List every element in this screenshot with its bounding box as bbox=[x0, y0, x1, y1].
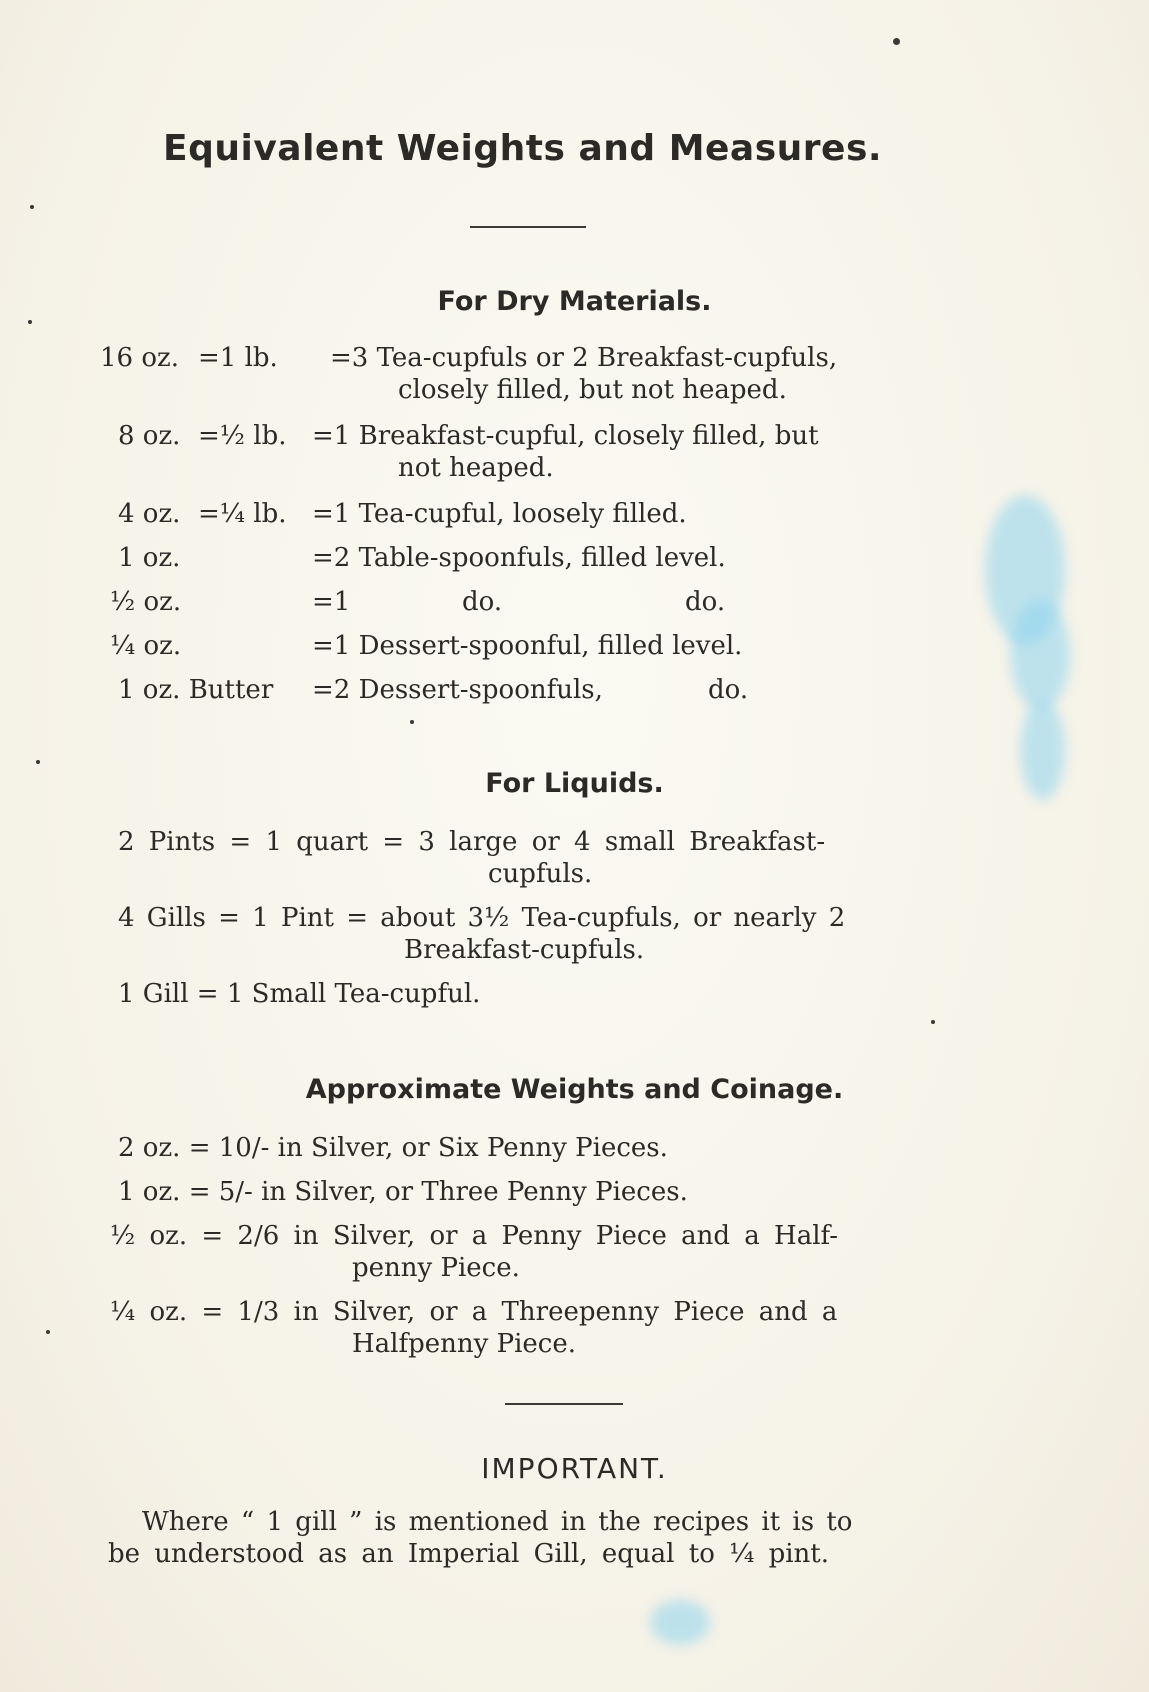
ink-speck bbox=[893, 38, 900, 45]
coinage-heading: Approximate Weights and Coinage. bbox=[305, 1074, 844, 1105]
page-title: Equivalent Weights and Measures. bbox=[163, 128, 883, 169]
dry-weight: =1 lb. bbox=[198, 343, 278, 373]
dry-equivalent: =3 Tea-cupfuls or 2 Breakfast-cupfuls, bbox=[330, 343, 838, 373]
liquid-row: 1 Gill = 1 Small Tea-cupful. bbox=[118, 979, 481, 1009]
dry-ditto: do. bbox=[462, 587, 503, 617]
dry-continuation: not heaped. bbox=[398, 453, 554, 483]
ink-speck bbox=[30, 205, 34, 209]
dry-equivalent: =2 Dessert-spoonfuls, bbox=[312, 675, 603, 705]
coinage-row: 2 oz. = 10/- in Silver, or Six Penny Pieces. bbox=[118, 1133, 668, 1163]
dry-equivalent: =1 Breakfast-cupful, closely filled, but bbox=[312, 421, 819, 451]
liquid-continuation: Breakfast-cupfuls. bbox=[404, 935, 645, 965]
dry-ditto: do. bbox=[685, 587, 726, 617]
liquid-row: 2 Pints = 1 quart = 3 large or 4 small Breakfast- bbox=[118, 827, 826, 857]
coinage-row: 1 oz. = 5/- in Silver, or Three Penny Pieces. bbox=[118, 1177, 688, 1207]
ink-speck bbox=[931, 1020, 935, 1024]
important-heading: IMPORTANT. bbox=[481, 1452, 668, 1485]
title-divider bbox=[470, 226, 586, 228]
ink-speck bbox=[28, 320, 32, 324]
dry-amount: 4 oz. bbox=[118, 499, 181, 529]
dry-equivalent: =2 Table-spoonfuls, filled level. bbox=[312, 543, 726, 573]
important-divider bbox=[505, 1403, 623, 1405]
dry-materials-heading: For Dry Materials. bbox=[437, 286, 712, 317]
dry-continuation: closely filled, but not heaped. bbox=[398, 375, 787, 405]
important-line-2: be understood as an Imperial Gill, equal to ¼ pint. bbox=[108, 1539, 829, 1569]
dry-equivalent: =1 bbox=[312, 587, 351, 617]
liquid-row: 4 Gills = 1 Pint = about 3½ Tea-cupfuls, or nearly 2 bbox=[118, 903, 846, 933]
dry-weight: =½ lb. bbox=[198, 421, 287, 451]
dry-amount: ½ oz. bbox=[110, 587, 182, 617]
ink-speck bbox=[36, 760, 40, 764]
dry-equivalent: =1 Tea-cupful, loosely filled. bbox=[312, 499, 687, 529]
blue-stain bbox=[650, 1600, 710, 1645]
dry-amount: 1 oz. Butter bbox=[118, 675, 274, 705]
dry-amount: 16 oz. bbox=[100, 343, 179, 373]
dry-amount: ¼ oz. bbox=[110, 631, 182, 661]
coinage-continuation: Halfpenny Piece. bbox=[352, 1329, 576, 1359]
liquids-heading: For Liquids. bbox=[485, 768, 664, 799]
coinage-row: ¼ oz. = 1/3 in Silver, or a Threepenny Piece and a bbox=[110, 1297, 838, 1327]
dry-weight: =¼ lb. bbox=[198, 499, 287, 529]
coinage-row: ½ oz. = 2/6 in Silver, or a Penny Piece and a Half- bbox=[110, 1221, 839, 1251]
dry-equivalent: =1 Dessert-spoonful, filled level. bbox=[312, 631, 743, 661]
dry-amount: 8 oz. bbox=[118, 421, 181, 451]
dry-ditto: do. bbox=[708, 675, 749, 705]
coinage-continuation: penny Piece. bbox=[352, 1253, 520, 1283]
ink-speck bbox=[410, 720, 414, 724]
liquid-continuation: cupfuls. bbox=[488, 859, 593, 889]
blue-stain bbox=[1010, 600, 1070, 710]
important-line-1: Where “ 1 gill ” is mentioned in the recipes it is to bbox=[142, 1507, 853, 1537]
dry-amount: 1 oz. bbox=[118, 543, 181, 573]
ink-speck bbox=[46, 1330, 50, 1334]
